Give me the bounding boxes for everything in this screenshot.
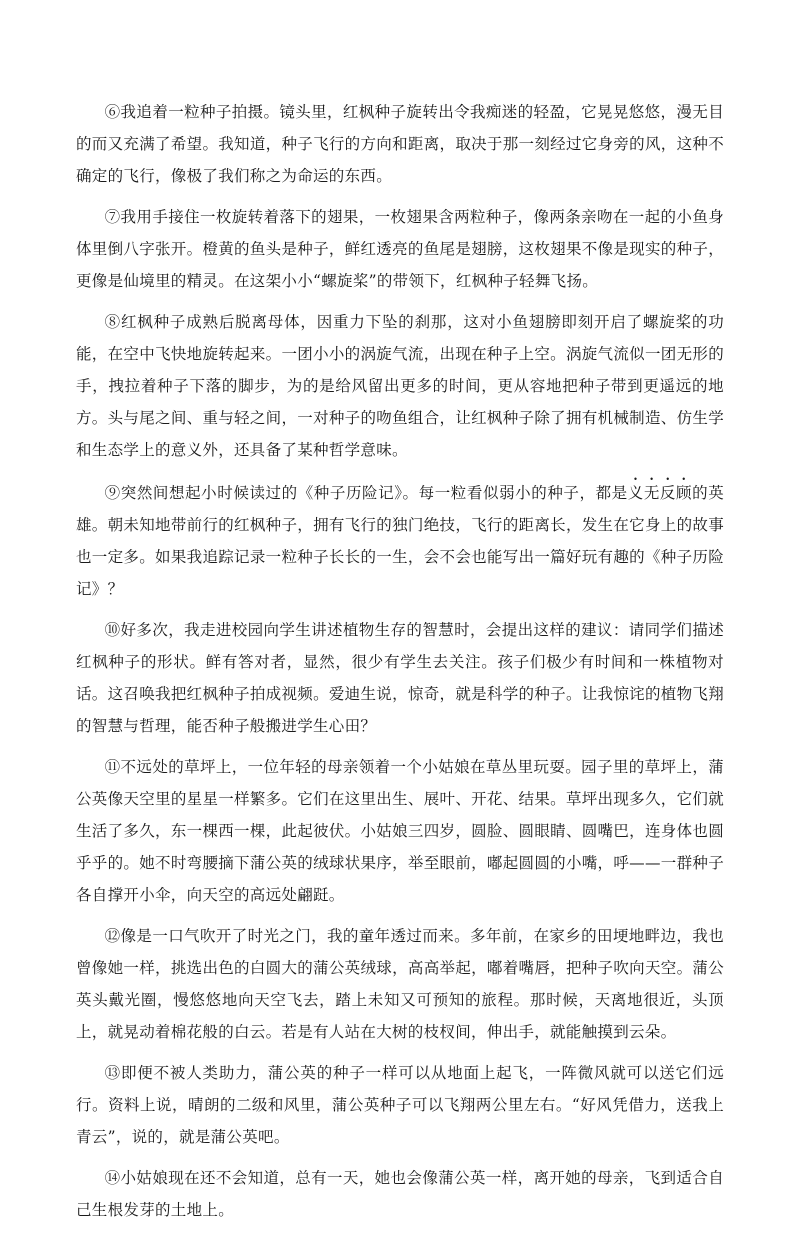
paragraph-14: ⑭小姑娘现在还不会知道，总有一天，她也会像蒲公英一样，离开她的母亲，飞到适合自己生根发芽的土地上。 [76,1169,724,1219]
paragraph-9-text-after: 的英雄。朝未知地带前行的红枫种子，拥有飞行的独门绝技，飞行的距离长，发生在它身上的故事也一定多。如果我追踪记录一粒种子长长的一生，会不会也能写出一篇好玩有趣的《种子历险记》？ [76,484,724,598]
article-body [76,96,724,1235]
paragraph-6: ⑥我追着一粒种子拍摄。镜头里，红枫种子旋转出令我痴迷的轻盈，它晃晃悠悠，漫无目的而又充满了希望。我知道，种子飞行的方向和距离，取决于那一刻经过它身旁的风，这种不确定的飞行，像极了我们称之为命运的东西。 [76,103,724,185]
paragraph-8: ⑧红枫种子成熟后脱离母体，因重力下坠的刹那，这对小鱼翅膀即刻开启了螺旋桨的功能，在空中飞快地旋转起来。一团小小的涡旋气流，出现在种子上空。涡旋气流似一团无形的手，拽拉着种子下落的脚步，为的是给风留出更多的时间，更从容地把种子带到更遥远的地方。头与尾之间、重与轻之间，一对种子的吻鱼组合，让红枫种子除了拥有机械制造、仿生学和生态学上的意义外，还具备了某种哲学意味。 [76,313,724,459]
paragraph-10: ⑩好多次，我走进校园向学生讲述植物生存的智慧时，会提出这样的建议：请同学们描述红枫种子的形状。鲜有答对者，显然，很少有学生去关注。孩子们极少有时间和一株植物对话。这召唤我把红枫种子拍成视频。爱迪生说，惊奇，就是科学的种子。让我惊诧的植物飞翔的智慧与哲理，能否种子般搬进学生心田？ [76,621,724,735]
paragraph-12: ⑫像是一口气吹开了时光之门，我的童年透过而来。多年前，在家乡的田埂地畔边，我也曾像她一样，挑选出色的白圆大的蒲公英绒球，高高举起，嘟着嘴唇，把种子吹向天空。蒲公英头戴光圈，慢悠悠地向天空飞去，踏上未知又可预知的旅程。那时候，天离地很近，头顶上，就晃动着棉花般的白云。若是有人站在大树的枝杈间，伸出手，就能触摸到云朵。 [76,927,724,1041]
paragraph-9-text-before: ⑨突然间想起小时候读过的《种子历险记》。每一粒看似弱小的种子，都是 [104,484,628,502]
paragraph-11: ⑪不远处的草坪上，一位年轻的母亲领着一个小姑娘在草丛里玩耍。园子里的草坪上，蒲公英像天空里的星星一样繁多。它们在这里出生、展叶、开花、结果。草坪出现多久，它们就生活了多久，东一棵西一棵，此起彼伏。小姑娘三四岁，圆脸、圆眼睛、圆嘴巴，连身体也圆乎乎的。她不时弯腰摘下蒲公英的绒球状果序，举至眼前，嘟起圆圆的小嘴，呼——一群种子各自撑开小伞，向天空的高远处翩跹。 [76,758,724,904]
paragraph-9 [76,475,724,605]
paragraph-7: ⑦我用手接住一枚旋转着落下的翅果，一枚翅果含两粒种子，像两条亲吻在一起的小鱼身体里倒八字张开。橙黄的鱼头是种子，鲜红透亮的鱼尾是翅膀，这枚翅果不像是现实的种子，更像是仙境里的精灵。在这架小小“螺旋桨”的带领下，红枫种子轻舞飞扬。 [76,208,724,290]
paragraph-13: ⑬即便不被人类助力，蒲公英的种子一样可以从地面上起飞，一阵微风就可以送它们远行。资料上说，晴朗的二级和风里，蒲公英种子可以飞翔两公里左右。“好风凭借力，送我上青云”，说的，就是蒲公英吧。 [76,1064,724,1146]
emphasized-phrase: 义无反顾 [627,484,693,502]
